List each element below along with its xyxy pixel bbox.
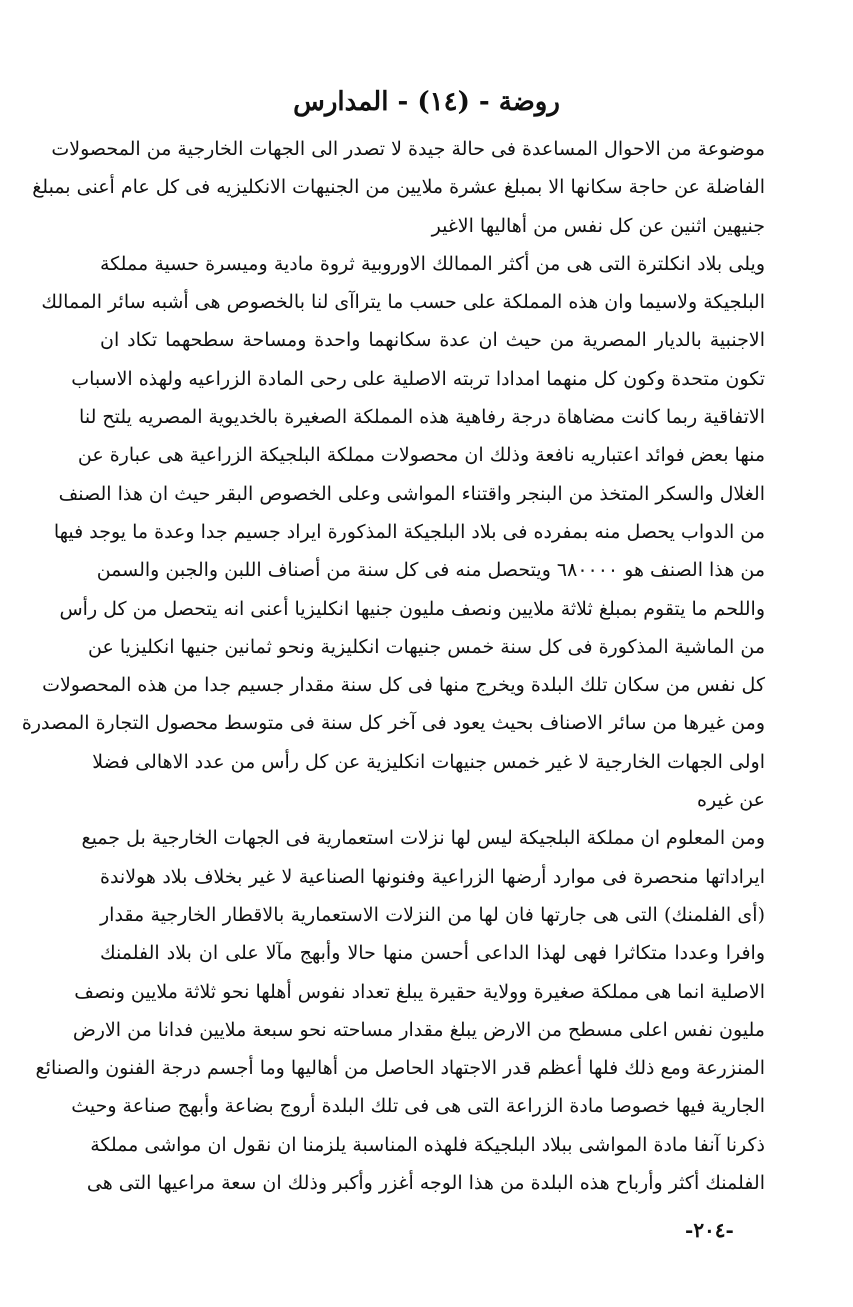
text-line: من هذا الصنف هو ٦٨٠٠٠٠ ويتحصل منه فى كل سنة من أصناف اللبن والجبن والسمن bbox=[96, 559, 765, 582]
text-line: كل نفس من سكان تلك البلدة ويخرج منها فى كل سنة مقدار جسيم جدا من هذه المحصولات bbox=[42, 674, 765, 697]
text-line: واللحم ما يتقوم بمبلغ ثلاثة ملايين ونصف مليون جنيها انكليزيا أعنى انه يتحصل من كل رأس bbox=[59, 597, 765, 620]
text-line: الاجنبية بالديار المصرية من حيث ان عدة سكانهما واحدة ومساحة سطحهما تكاد ان bbox=[100, 329, 765, 352]
text-line: تكون متحدة وكون كل منهما امدادا تربته الاصلية على رحى المادة الزراعيه ولهذه الاسباب bbox=[71, 367, 765, 390]
body-text bbox=[21, 130, 765, 1202]
page-header-title: روضة - (١٤) - المدارس bbox=[293, 87, 560, 117]
text-line: الفاضلة عن حاجة سكانها الا بمبلغ عشرة ملايين من الجنيهات الانكليزيه فى كل عام أعنى بمبلغ bbox=[32, 176, 765, 199]
text-line: وافرا وعددا متكاثرا فهى لهذا الداعى أحسن منها حالا وأبهج مآلا على ان بلاد الفلمنك bbox=[100, 942, 765, 965]
text-line: منها بعض فوائد اعتباريه نافعة وذلك ان محصولات مملكة البلجيكة الزراعية هى عبارة عن bbox=[77, 444, 765, 467]
text-line: ومن غيرها من سائر الاصناف بحيث يعود فى آخر كل سنة فى متوسط محصول التجارة المصدرة bbox=[21, 712, 765, 735]
text-line: ذكرنا آنفا مادة المواشى ببلاد البلجيكة فلهذه المناسبة يلزمنا ان نقول ان مواشى مملكة bbox=[90, 1133, 765, 1156]
text-line: ويلى بلاد انكلترة التى هى من أكثر الممالك الاوروبية ثروة مادية وميسرة حسية مملكة bbox=[100, 252, 765, 275]
text-line: ومن المعلوم ان مملكة البلجيكة ليس لها نزلات استعمارية فى الجهات الخارجية بل جميع bbox=[81, 827, 765, 850]
text-line: البلجيكة ولاسيما وان هذه المملكة على حسب ما يتراآى لنا بالخصوص هى أشبه سائر الممالك bbox=[41, 291, 765, 314]
text-line: الاصلية انما هى مملكة صغيرة وولاية حقيرة يبلغ تعداد نفوس أهلها نحو ثلاثة ملايين ونصف bbox=[74, 980, 765, 1003]
text-line: المنزرعة ومع ذلك فلها أعظم قدر الاجتهاد الحاصل من أهاليها وما أجسم درجة الفنون والصنائع bbox=[35, 1057, 765, 1080]
page-number: -٢٠٤- bbox=[685, 1218, 734, 1242]
text-line: اولى الجهات الخارجية لا غير خمس جنيهات انكليزية عن كل رأس من عدد الاهالى فضلا bbox=[92, 750, 765, 773]
text-line: موضوعة من الاحوال المساعدة فى حالة جيدة لا تصدر الى الجهات الخارجية من المحصولات bbox=[51, 138, 765, 160]
text-line: الاتفاقية ربما كانت مضاهاة درجة رفاهية هذه المملكة الصغيرة بالخديوية المصريه يلتح لنا bbox=[79, 406, 765, 429]
text-line: مليون نفس اعلى مسطح من الارض يبلغ مقدار مساحته نحو سبعة ملايين فدانا من الارض bbox=[72, 1018, 765, 1041]
text-line: من الماشية المذكورة فى كل سنة خمس جنيهات انكليزية ونحو ثمانين جنيها انكليزيا عن bbox=[88, 635, 765, 658]
text-line: الغلال والسكر المتخذ من البنجر واقتناء المواشى وعلى الخصوص البقر حيث ان هذا الصنف bbox=[58, 482, 765, 505]
text-line: الجارية فيها خصوصا مادة الزراعة التى هى فى تلك البلدة أروج بضاعة وأبهج صناعة وحيث bbox=[71, 1095, 765, 1118]
text-line: عن غيره bbox=[697, 789, 765, 812]
text-line: جنيهين اثنين عن كل نفس من أهاليها الاغير bbox=[431, 214, 765, 237]
text-line: ايراداتها منحصرة فى موارد أرضها الزراعية وفنونها الصناعية لا غير بخلاف بلاد هولاندة bbox=[100, 865, 765, 888]
text-line: من الدواب يحصل منه بمفرده فى بلاد البلجيكة المذكورة ايراد جسيم جدا وعدة ما يوجد فيها bbox=[53, 520, 765, 543]
text-line: الفلمنك أكثر وأرباح هذه البلدة من هذا الوجه أغزر وأكبر وذلك ان سعة مراعيها التى هى bbox=[86, 1172, 765, 1195]
text-line: (أى الفلمنك) التى هى جارتها فان لها من النزلات الاستعمارية بالاقطار الخارجية مقدار bbox=[100, 903, 765, 926]
